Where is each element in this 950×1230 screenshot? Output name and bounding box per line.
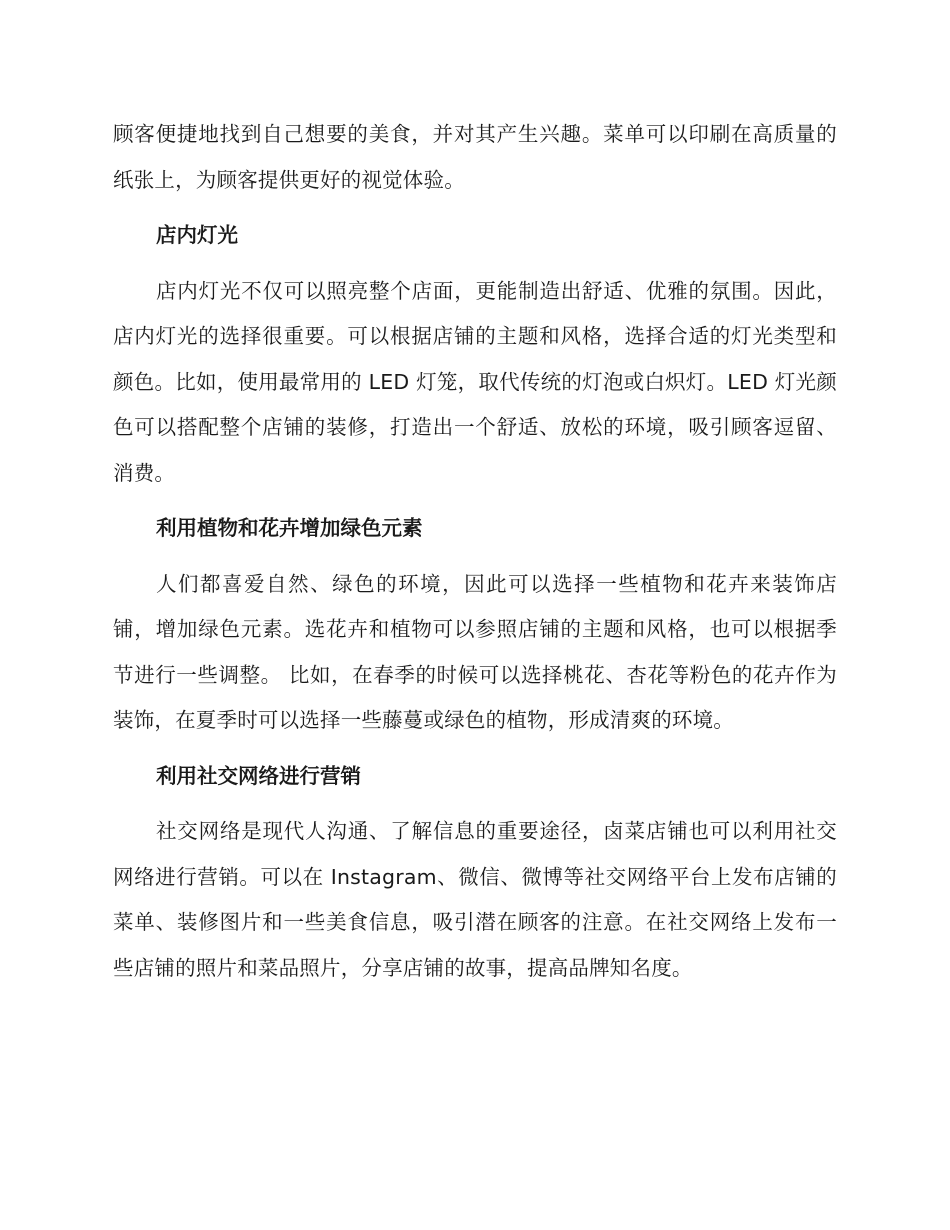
section-paragraph: 店内灯光不仅可以照亮整个店面，更能制造出舒适、优雅的氛围。因此，店内灯光的选择很重要。可以根据店铺的主题和风格，选择合适的灯光类型和颜色。比如，使用最常用的 LED 灯笼，取代传统的灯泡或白炽灯。LED 灯光颜色可以搭配整个店铺的装修，打造出一个舒适、放松的环境，吸引顾客逗留、消费。: [113, 278, 837, 485]
document-page: [113, 112, 837, 1001]
intro-paragraph: 顾客便捷地找到自己想要的美食，并对其产生兴趣。菜单可以印刷在高质量的纸张上，为顾客提供更好的视觉体验。: [113, 122, 837, 192]
section-heading: 利用社交网络进行营销: [156, 763, 361, 788]
section-heading: 店内灯光: [156, 223, 238, 247]
section-heading: 利用植物和花卉增加绿色元素: [156, 516, 423, 540]
section-lighting: [113, 213, 837, 496]
section-paragraph: 人们都喜爱自然、绿色的环境，因此可以选择一些植物和花卉来装饰店铺，增加绿色元素。选花卉和植物可以参照店铺的主题和风格，也可以根据季节进行一些调整。 比如，在春季的时候可以选择桃花、杏花等粉色的花卉作为装饰，在夏季时可以选择一些藤蔓或绿色的植物，形成清爽的环境。: [113, 571, 837, 732]
section-social-marketing: [113, 754, 837, 992]
section-plants: [113, 506, 837, 744]
section-paragraph: 社交网络是现代人沟通、了解信息的重要途径，卤菜店铺也可以利用社交网络进行营销。可以在 Instagram、微信、微博等社交网络平台上发布店铺的菜单、装修图片和一些美食信息，吸引潜在顾客的注意。在社交网络上发布一些店铺的照片和菜品照片，分享店铺的故事，提高品牌知名度。: [113, 819, 837, 980]
